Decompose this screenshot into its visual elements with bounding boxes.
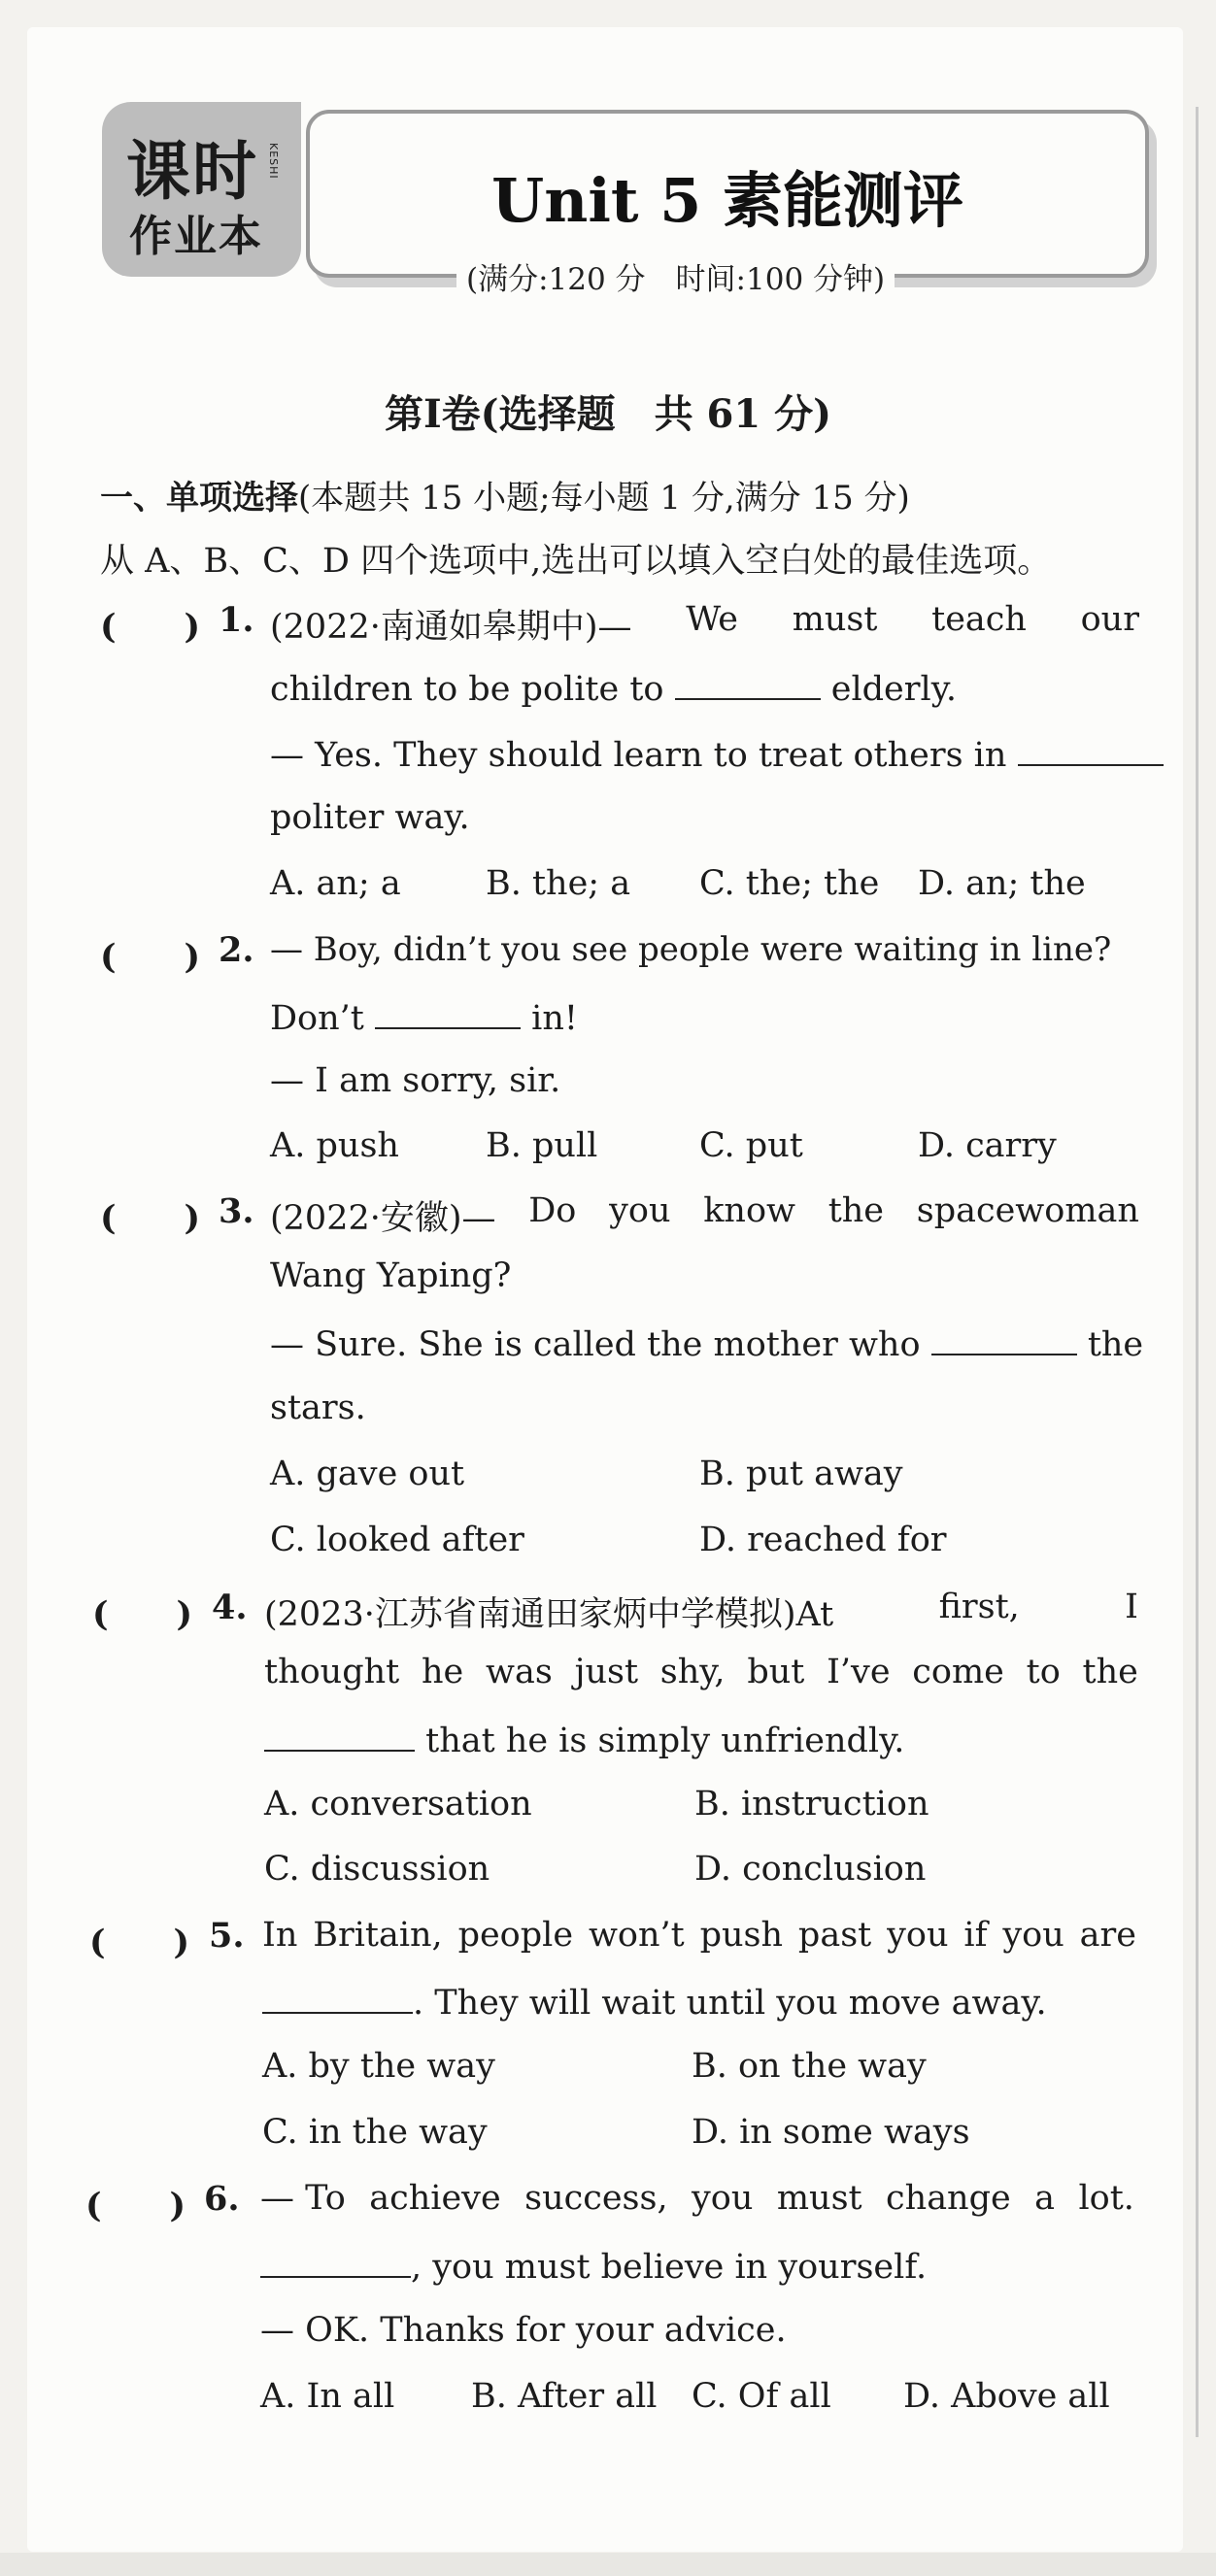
word: must — [776, 2179, 862, 2218]
answer-bracket[interactable]: ( ) — [100, 1198, 201, 1238]
answer-blank[interactable] — [931, 1322, 1077, 1355]
text-segment: . They will wait until you move away. — [413, 1984, 1047, 2023]
option-a[interactable]: A. conversation — [264, 1785, 532, 1823]
word: In — [262, 1916, 298, 1955]
option-a[interactable]: A. In all — [260, 2377, 395, 2416]
word: a — [1034, 2179, 1056, 2218]
word: won’t — [588, 1916, 685, 1955]
question-6-line-2 — [260, 2245, 927, 2287]
word: the — [828, 1191, 885, 1230]
answer-bracket[interactable]: ( ) — [100, 607, 201, 647]
option-a[interactable]: A. an; a — [270, 864, 401, 903]
badge-bottom-text: 作业本 — [129, 212, 263, 261]
question-number: 6. — [204, 2179, 240, 2219]
option-b[interactable]: B. instruction — [694, 1785, 929, 1823]
word: (2022·安徽)— — [270, 1199, 496, 1238]
question-number: 3. — [219, 1191, 254, 1231]
question-6-line-1 — [260, 2179, 1134, 2218]
word: our — [1080, 600, 1139, 639]
answer-blank[interactable] — [375, 996, 521, 1029]
word: are — [1079, 1916, 1136, 1955]
instructions: 从 A、B、C、D 四个选项中,选出可以填入空白处的最佳选项。 — [100, 542, 1052, 581]
question-5-line-1 — [262, 1916, 1136, 1955]
word: (2022·南通如皋期中)— — [270, 608, 632, 647]
answer-bracket[interactable]: ( ) — [85, 2186, 186, 2225]
option-b[interactable]: B. the; a — [486, 864, 631, 903]
question-3-line-4: stars. — [270, 1388, 366, 1427]
word: We — [686, 600, 739, 639]
text-segment: children to be polite to — [270, 670, 664, 709]
question-2-line-2 — [270, 996, 578, 1038]
answer-blank[interactable] — [675, 667, 821, 700]
section-title: 第Ⅰ卷(选择题 共 61 分) — [384, 391, 832, 437]
word: to — [1026, 1653, 1061, 1691]
option-b[interactable]: B. pull — [486, 1126, 598, 1165]
text-segment: elderly. — [830, 670, 957, 709]
word: thought — [264, 1653, 400, 1691]
word: spacewoman — [916, 1191, 1139, 1230]
word: Britain, — [313, 1916, 443, 1955]
option-d[interactable]: D. reached for — [699, 1521, 947, 1559]
word: lot. — [1078, 2179, 1134, 2218]
option-d[interactable]: D. an; the — [918, 864, 1086, 903]
question-1-line-3 — [270, 733, 1164, 775]
title-box — [306, 110, 1149, 278]
word: push — [699, 1916, 784, 1955]
text-segment: the — [1087, 1325, 1144, 1364]
answer-blank[interactable] — [262, 1981, 413, 2014]
answer-bracket[interactable]: ( ) — [89, 1923, 190, 1962]
word: just — [574, 1653, 639, 1691]
word: past — [797, 1916, 872, 1955]
word: I — [1125, 1588, 1138, 1626]
word: you — [887, 1916, 949, 1955]
option-d[interactable]: D. carry — [918, 1126, 1057, 1165]
option-b[interactable]: B. on the way — [692, 2047, 927, 2086]
option-c[interactable]: C. discussion — [264, 1850, 490, 1889]
question-2-line-3: — I am sorry, sir. — [270, 1061, 561, 1100]
text-segment: — Sure. She is called the mother who — [270, 1325, 921, 1364]
question-5-line-2 — [262, 1981, 1047, 2023]
word: you — [609, 1191, 671, 1230]
word: come — [912, 1653, 1004, 1691]
text-segment: in! — [531, 999, 578, 1038]
question-3-line-3 — [270, 1322, 1143, 1364]
part-label: 一、单项选择 — [100, 479, 298, 518]
badge-top-text: 课时 — [126, 134, 258, 209]
option-d[interactable]: D. conclusion — [694, 1850, 927, 1889]
word: achieve — [369, 2179, 501, 2218]
word: if — [963, 1916, 988, 1955]
question-number: 4. — [212, 1588, 248, 1627]
word: teach — [931, 600, 1027, 639]
text-segment: Don’t — [270, 999, 364, 1038]
question-4-line-1 — [264, 1588, 1138, 1636]
question-4-line-3 — [264, 1719, 904, 1760]
option-d[interactable]: D. Above all — [903, 2377, 1110, 2416]
question-4-line-2 — [264, 1653, 1138, 1691]
word: people — [457, 1916, 574, 1955]
option-c[interactable]: C. the; the — [699, 864, 880, 903]
word: you — [1002, 1916, 1064, 1955]
score-time-info: (满分:120 分 时间:100 分钟) — [456, 254, 895, 298]
question-1-line-4: politer way. — [270, 798, 470, 837]
word: I’ve — [827, 1653, 891, 1691]
question-2-line-1: — Boy, didn’t you see people were waiting in line? — [270, 930, 1112, 969]
question-1-line-1 — [270, 600, 1139, 649]
answer-blank[interactable] — [260, 2245, 411, 2278]
option-c[interactable]: C. put — [699, 1126, 803, 1165]
question-1-line-2 — [270, 667, 957, 709]
answer-bracket[interactable]: ( ) — [100, 937, 201, 977]
question-6-line-3: — OK. Thanks for your advice. — [260, 2311, 787, 2350]
question-number: 1. — [219, 600, 254, 640]
word: shy, — [659, 1653, 726, 1691]
word: — To — [260, 2179, 346, 2218]
part-heading — [100, 471, 910, 519]
answer-bracket[interactable]: ( ) — [92, 1594, 193, 1634]
word: he — [422, 1653, 464, 1691]
question-number: 5. — [209, 1916, 245, 1956]
word: you — [692, 2179, 754, 2218]
question-3-line-1 — [270, 1191, 1139, 1240]
question-3-line-2: Wang Yaping? — [270, 1256, 512, 1295]
word: was — [486, 1653, 553, 1691]
page-title: Unit 5 素能测评 — [491, 165, 963, 236]
option-c[interactable]: C. Of all — [692, 2377, 831, 2416]
badge-small-text: KESHI — [267, 143, 280, 180]
option-c[interactable]: C. looked after — [270, 1521, 524, 1559]
question-number: 2. — [219, 930, 254, 970]
course-badge — [102, 102, 301, 277]
option-a[interactable]: A. push — [270, 1126, 399, 1165]
answer-blank[interactable] — [1018, 733, 1164, 766]
word: know — [703, 1191, 795, 1230]
option-a[interactable]: A. by the way — [262, 2047, 495, 2086]
option-d[interactable]: D. in some ways — [692, 2113, 970, 2152]
word: change — [886, 2179, 1011, 2218]
option-c[interactable]: C. in the way — [262, 2113, 488, 2152]
word: Do — [528, 1191, 577, 1230]
page-bottom-shade — [0, 2553, 1216, 2576]
text-segment: that he is simply unfriendly. — [425, 1722, 905, 1760]
text-segment: — Yes. They should learn to treat others in — [270, 736, 1007, 775]
word: but — [747, 1653, 805, 1691]
word: the — [1082, 1653, 1138, 1691]
word: success, — [524, 2179, 668, 2218]
word: (2023·江苏省南通田家炳中学模拟)At — [264, 1595, 834, 1634]
word: first, — [938, 1588, 1020, 1626]
option-b[interactable]: B. put away — [699, 1455, 903, 1493]
text-segment: , you must believe in yourself. — [411, 2248, 928, 2287]
option-b[interactable]: B. After all — [471, 2377, 658, 2416]
answer-blank[interactable] — [264, 1719, 415, 1752]
word: must — [792, 600, 878, 639]
option-a[interactable]: A. gave out — [270, 1455, 465, 1493]
part-note: (本题共 15 小题;每小题 1 分,满分 15 分) — [298, 479, 910, 518]
page-edge-line — [1196, 107, 1199, 2437]
